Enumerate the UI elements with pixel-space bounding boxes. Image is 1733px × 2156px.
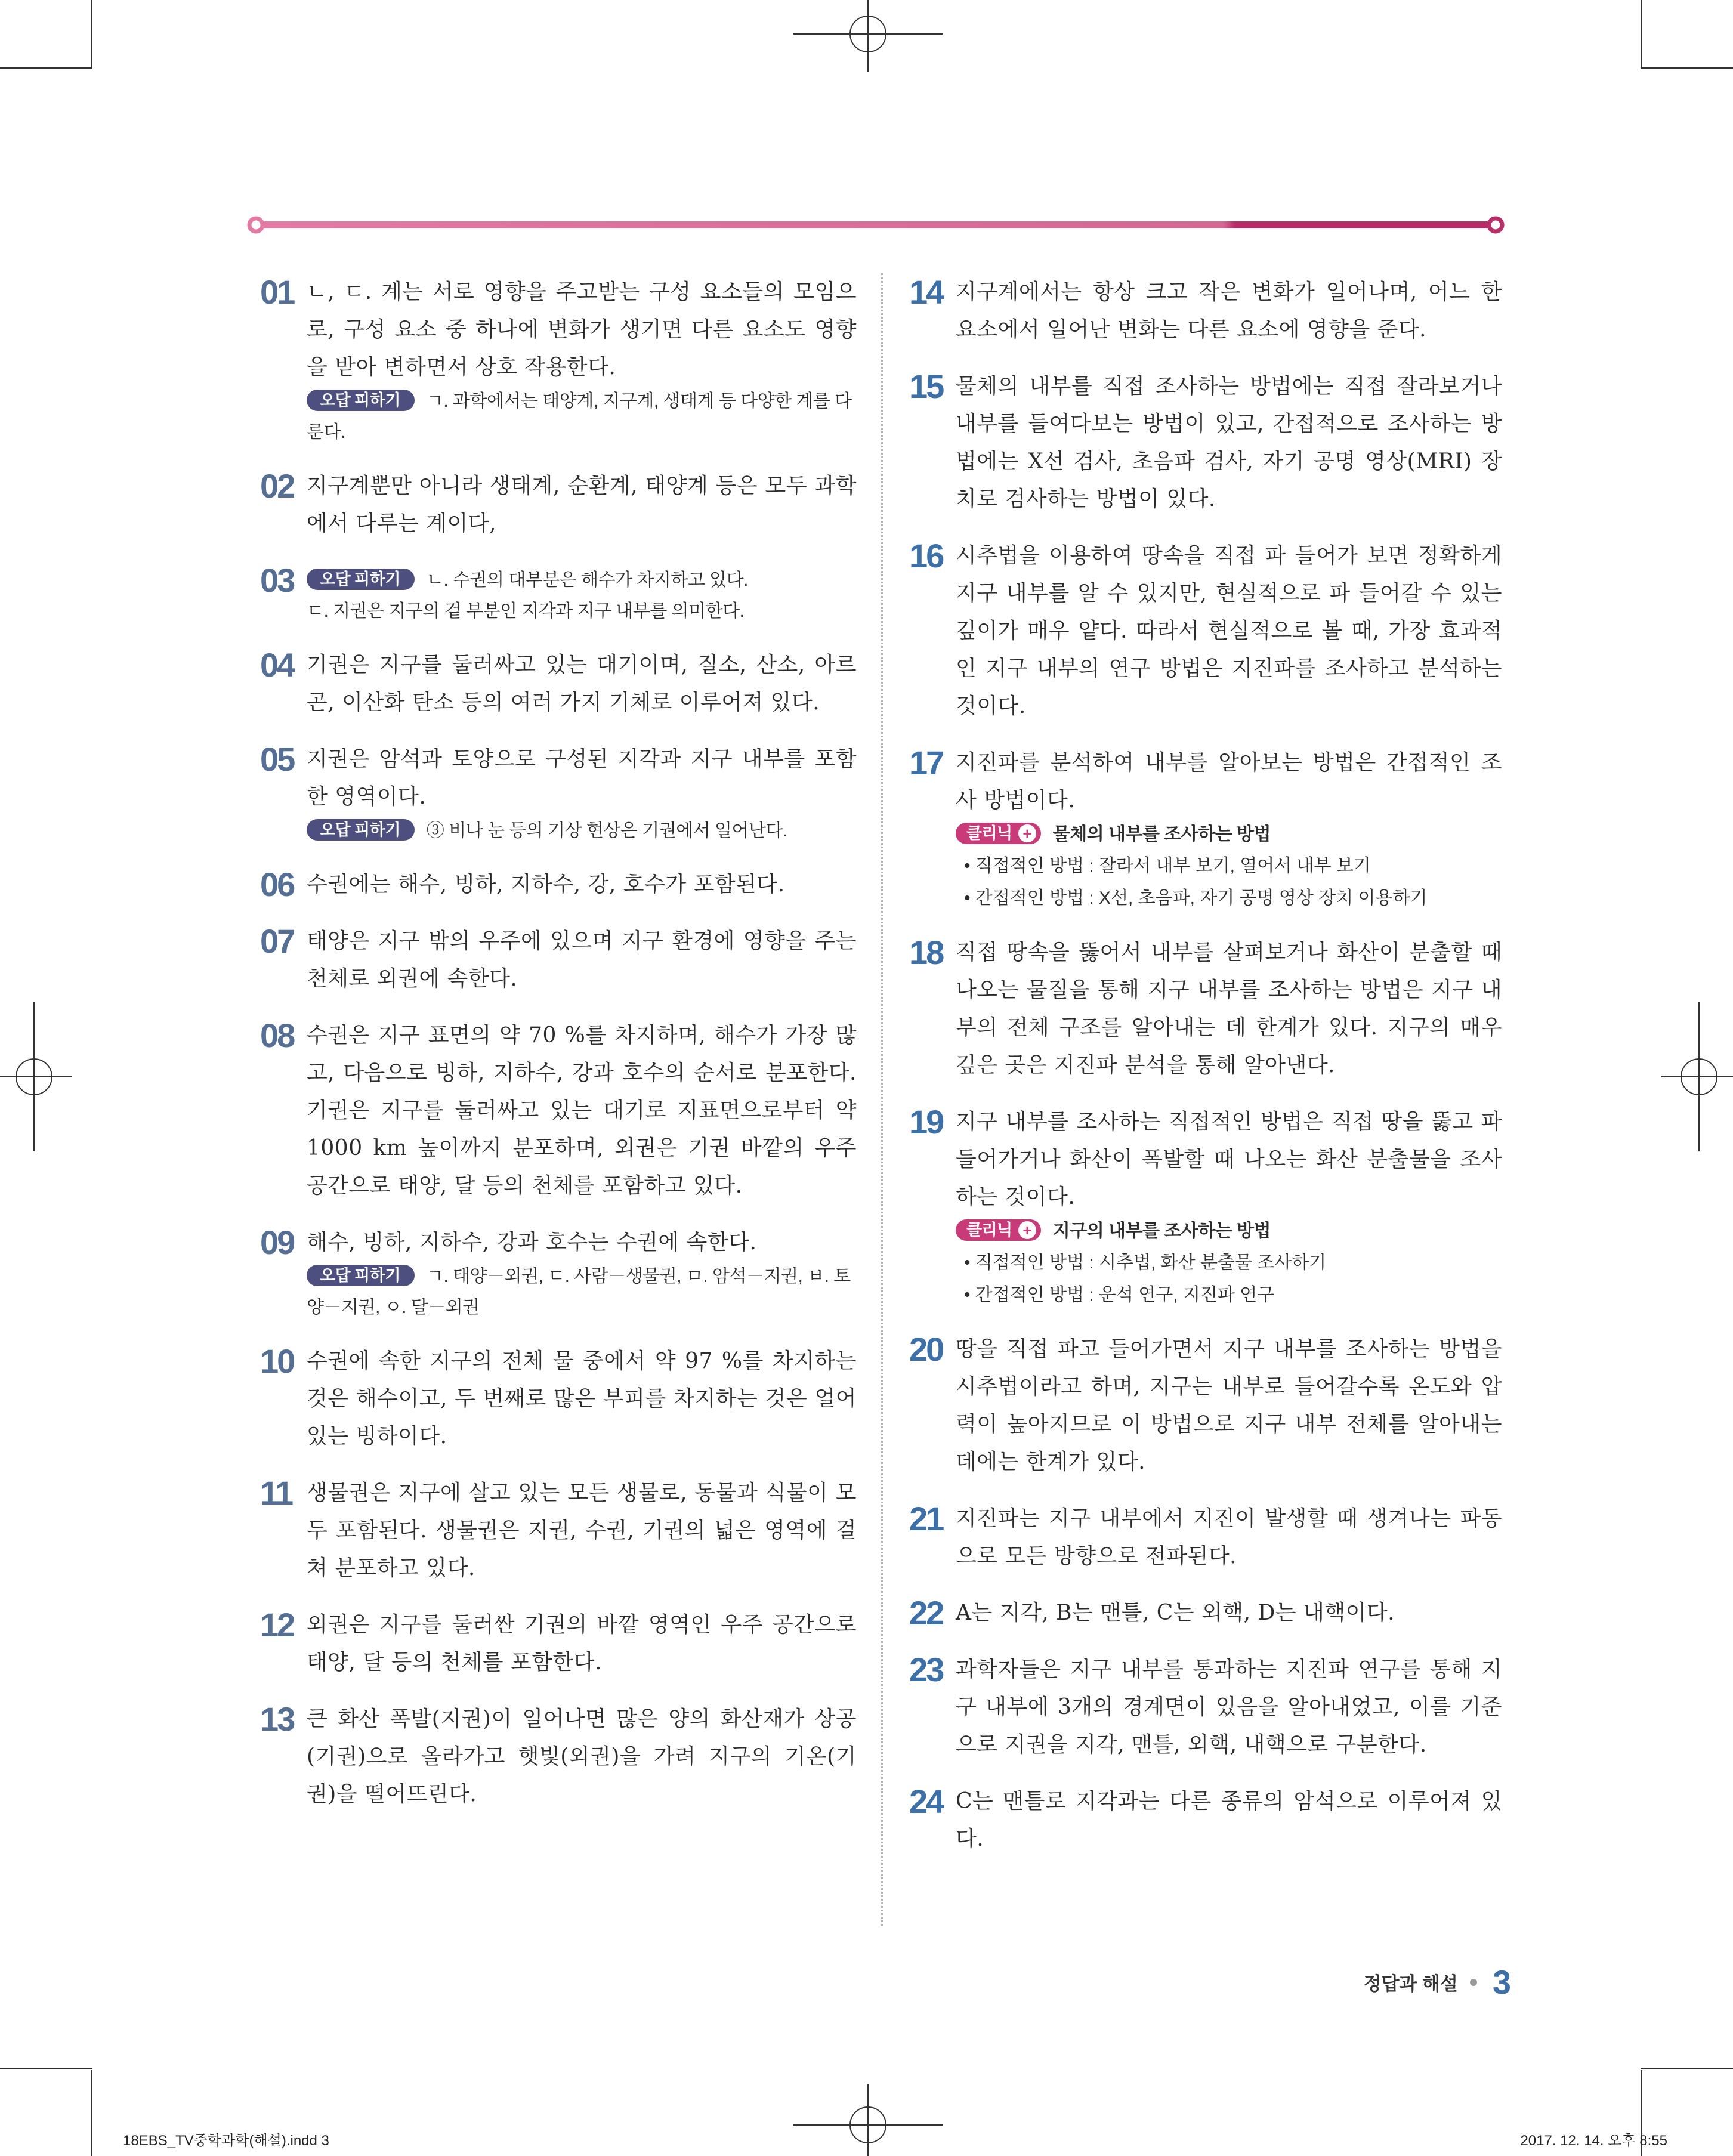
- plus-icon: +: [1018, 1221, 1036, 1239]
- answer-explanation: 태양은 지구 밖의 우주에 있으며 지구 환경에 영향을 주는 천체로 외권에 속한다.: [307, 929, 857, 991]
- crop-mark: [1641, 67, 1733, 69]
- answer-number: 02: [260, 467, 294, 505]
- answer-number: 04: [260, 646, 294, 684]
- page-footer: [1364, 1963, 1512, 2001]
- clinic-line: • 직접적인 방법 : 시추법, 화산 분출물 조사하기: [964, 1253, 1327, 1272]
- clinic-line: • 직접적인 방법 : 잘라서 내부 보기, 열어서 내부 보기: [964, 856, 1371, 876]
- answer-number: 05: [260, 740, 294, 778]
- answer-number: 08: [260, 1017, 294, 1054]
- answer-number: 23: [909, 1651, 943, 1688]
- wrong-answer-note: [307, 386, 857, 448]
- answer-number: 09: [260, 1224, 294, 1261]
- answer-item: [909, 1103, 1502, 1311]
- answer-number: 16: [909, 537, 943, 574]
- crop-mark: [0, 67, 92, 69]
- answer-explanation: 큰 화산 폭발(지권)이 일어나면 많은 양의 화산재가 상공(기권)으로 올라가고 햇빛(외권)을 가려 지구의 기온(기권)을 떨어뜨린다.: [307, 1707, 857, 1806]
- answer-number: 17: [909, 744, 943, 782]
- answer-explanation: 지구 내부를 조사하는 직접적인 방법은 직접 땅을 뚫고 파 들어가거나 화산이 폭발할 때 나오는 화산 분출물을 조사하는 것이다.: [956, 1110, 1502, 1209]
- answer-item: [260, 561, 857, 627]
- note-text: ㄴ. 수권의 대부분은 해수가 차지하고 있다.: [426, 570, 748, 590]
- answer-explanation: ㄴ, ㄷ. 계는 서로 영향을 주고받는 구성 요소들의 모임으로, 구성 요소 중 하나에 변화가 생기면 다른 요소도 영향을 받아 변하면서 상호 작용한다.: [307, 280, 857, 379]
- answer-number: 21: [909, 1500, 943, 1537]
- wrong-answer-badge: 오답 피하기: [307, 819, 415, 841]
- answer-explanation: 지진파는 지구 내부에서 지진이 발생할 때 생겨나는 파동으로 모든 방향으로 전파된다.: [956, 1506, 1502, 1568]
- clinic-title: 물체의 내부를 조사하는 방법: [1052, 824, 1271, 844]
- note-text: ㄷ. 지권은 지구의 겉 부분인 지각과 지구 내부를 의미한다.: [307, 601, 745, 621]
- slug-date: 2017. 12. 14. 오후 8:55: [1520, 2133, 1667, 2149]
- answer-number: 20: [909, 1330, 943, 1368]
- answer-explanation: 해수, 빙하, 지하수, 강과 호수는 수권에 속한다.: [307, 1230, 757, 1255]
- left-column: [260, 273, 857, 1832]
- answer-explanation: 외권은 지구를 둘러싼 기권의 바깥 영역인 우주 공간으로 태양, 달 등의 천체를 포함한다.: [307, 1613, 857, 1675]
- answer-item: [909, 537, 1502, 725]
- answer-item: [260, 1700, 857, 1813]
- wrong-answer-note: [307, 1261, 857, 1323]
- footer-label: 정답과 해설: [1363, 1973, 1458, 1994]
- answer-explanation: 지구계뿐만 아니라 생태계, 순환계, 태양계 등은 모두 과학에서 다루는 계이다,: [307, 474, 857, 536]
- answer-explanation: 시추법을 이용하여 땅속을 직접 파 들어가 보면 정확하게 지구 내부를 알 수 있지만, 현실적으로 파 들어갈 수 있는 깊이가 매우 얕다. 따라서 현실적으로 볼 때, 가장 효과적인 지구 내부의 연구 방법은 지진파를 조사하고 분석하는 것이다.: [956, 543, 1502, 718]
- answer-item: [260, 1224, 857, 1323]
- wrong-answer-note: [307, 816, 857, 847]
- answer-explanation: 지진파를 분석하여 내부를 알아보는 방법은 간접적인 조사 방법이다.: [956, 750, 1502, 813]
- answer-number: 12: [260, 1606, 294, 1644]
- answer-item: [260, 866, 857, 903]
- answer-number: 10: [260, 1342, 294, 1380]
- answer-item: [909, 1594, 1502, 1632]
- answer-item: [260, 467, 857, 542]
- registration-mark-right: [1661, 1002, 1733, 1151]
- slug-filename: 18EBS_TV중학과학(해설).indd 3: [123, 2133, 329, 2149]
- wrong-answer-badge: 오답 피하기: [307, 1265, 415, 1286]
- answer-explanation: 땅을 직접 파고 들어가면서 지구 내부를 조사하는 방법을 시추법이라고 하며, 지구는 내부로 들어갈수록 온도와 압력이 높아지므로 이 방법으로 지구 내부 전체를 알아내는 데에는 한계가 있다.: [956, 1337, 1502, 1474]
- answer-item: [260, 922, 857, 997]
- page-number: 3: [1492, 1963, 1511, 2001]
- answer-number: 14: [909, 273, 943, 311]
- crop-mark: [91, 0, 92, 67]
- answer-number: 01: [260, 273, 294, 311]
- clinic-title: 지구의 내부를 조사하는 방법: [1052, 1221, 1271, 1241]
- crop-mark: [0, 2068, 92, 2069]
- wrong-answer-note: [307, 561, 857, 596]
- answer-item: [260, 273, 857, 448]
- crop-mark: [1641, 2068, 1733, 2069]
- answer-item: [909, 367, 1502, 518]
- answer-explanation: A는 지각, B는 맨틀, C는 외핵, D는 내핵이다.: [956, 1601, 1395, 1625]
- clinic-badge: [956, 823, 1041, 844]
- answer-item: [909, 934, 1502, 1084]
- clinic-label: 클리닉: [966, 1221, 1012, 1239]
- answer-item: [260, 1017, 857, 1204]
- answer-explanation: 물체의 내부를 직접 조사하는 방법에는 직접 잘라보거나 내부를 들여다보는 방법이 있고, 간접적으로 조사하는 방법에는 X선 검사, 초음파 검사, 자기 공명 영상(MRI) 장치로 검사하는 방법이 있다.: [956, 374, 1502, 511]
- answer-explanation: 생물권은 지구에 살고 있는 모든 생물로, 동물과 식물이 모두 포함된다. 생물권은 지권, 수권, 기권의 넓은 영역에 걸쳐 분포하고 있다.: [307, 1481, 857, 1580]
- answer-explanation: 수권에 속한 지구의 전체 물 중에서 약 97 %를 차지하는 것은 해수이고, 두 번째로 많은 부피를 차지하는 것은 얼어 있는 빙하이다.: [307, 1349, 857, 1448]
- right-column: [909, 273, 1502, 1877]
- answer-number: 15: [909, 367, 943, 405]
- answer-explanation: C는 맨틀로 지각과는 다른 종류의 암석으로 이루어져 있다.: [956, 1789, 1502, 1851]
- answer-item: [260, 740, 857, 847]
- answer-explanation: 지구계에서는 항상 크고 작은 변화가 일어나며, 어느 한 요소에서 일어난 변화는 다른 요소에 영향을 준다.: [956, 280, 1502, 342]
- registration-mark-top: [793, 0, 943, 72]
- registration-mark-bottom: [793, 2084, 943, 2156]
- answer-item: [260, 1342, 857, 1455]
- clinic-label: 클리닉: [966, 824, 1012, 842]
- plus-icon: +: [1018, 824, 1036, 842]
- registration-mark-left: [0, 1002, 72, 1151]
- note-text: ㄱ. 과학에서는 태양계, 지구계, 생태계 등 다양한 계를 다룬다.: [307, 391, 852, 442]
- answer-item: [909, 744, 1502, 915]
- answer-number: 19: [909, 1103, 943, 1141]
- answer-explanation: 수권에는 해수, 빙하, 지하수, 강, 호수가 포함된다.: [307, 872, 785, 897]
- answer-number: 11: [260, 1474, 292, 1512]
- answer-item: [260, 1474, 857, 1587]
- note-text: ㄱ. 태양－외권, ㄷ. 사람－생물권, ㅁ. 암석－지권, ㅂ. 토양－지권, ㅇ. 달－외권: [307, 1267, 851, 1317]
- answer-number: 06: [260, 866, 294, 903]
- answer-number: 13: [260, 1700, 294, 1738]
- clinic-box: [956, 819, 1502, 850]
- clinic-line: • 간접적인 방법 : 운석 연구, 지진파 연구: [964, 1285, 1275, 1305]
- wrong-answer-badge: 오답 피하기: [307, 390, 415, 411]
- crop-mark: [91, 2070, 92, 2156]
- answer-explanation: 지권은 암석과 토양으로 구성된 지각과 지구 내부를 포함한 영역이다.: [307, 747, 857, 809]
- answer-item: [909, 273, 1502, 348]
- answer-item: [909, 1651, 1502, 1763]
- answer-number: 22: [909, 1594, 943, 1632]
- clinic-box: [956, 1216, 1502, 1247]
- answer-explanation: 과학자들은 지구 내부를 통과하는 지진파 연구를 통해 지구 내부에 3개의 경계면이 있음을 알아내었고, 이를 기준으로 지권을 지각, 맨틀, 외핵, 내핵으로 구분한다.: [956, 1657, 1502, 1757]
- note-text: ③ 비나 눈 등의 기상 현상은 기권에서 일어난다.: [426, 821, 787, 841]
- column-divider: [881, 273, 883, 1926]
- answer-number: 24: [909, 1783, 943, 1820]
- answer-item: [909, 1500, 1502, 1575]
- header-decoration-bar: [247, 216, 1505, 234]
- footer-dot-icon: [1470, 1979, 1477, 1986]
- clinic-line: • 간접적인 방법 : X선, 초음파, 자기 공명 영상 장치 이용하기: [964, 888, 1428, 908]
- answer-item: [260, 646, 857, 721]
- answer-item: [909, 1783, 1502, 1858]
- answer-number: 07: [260, 922, 294, 960]
- answer-explanation: 기권은 지구를 둘러싸고 있는 대기이며, 질소, 산소, 아르곤, 이산화 탄소 등의 여러 가지 기체로 이루어져 있다.: [307, 653, 857, 715]
- answer-explanation: 수권은 지구 표면의 약 70 %를 차지하며, 해수가 가장 많고, 다음으로 빙하, 지하수, 강과 호수의 순서로 분포한다. 기권은 지구를 둘러싸고 있는 대기로 지표면으로부터 약 1000 km 높이까지 분포하며, 외권은 기권 바깥의 우주 공간으로 태양, 달 등의 천체를 포함하고 있다.: [307, 1023, 857, 1198]
- answer-number: 18: [909, 934, 943, 971]
- clinic-badge: [956, 1219, 1041, 1241]
- answer-number: 03: [260, 561, 294, 599]
- wrong-answer-badge: 오답 피하기: [307, 569, 415, 590]
- answer-item: [260, 1606, 857, 1681]
- answer-explanation: 직접 땅속을 뚫어서 내부를 살펴보거나 화산이 분출할 때 나오는 물질을 통해 지구 내부를 조사하는 방법은 지구 내부의 전체 구조를 알아내는 데 한계가 있다. 지구의 매우 깊은 곳은 지진파 분석을 통해 알아낸다.: [956, 940, 1502, 1077]
- answer-item: [909, 1330, 1502, 1481]
- crop-mark: [1641, 0, 1642, 67]
